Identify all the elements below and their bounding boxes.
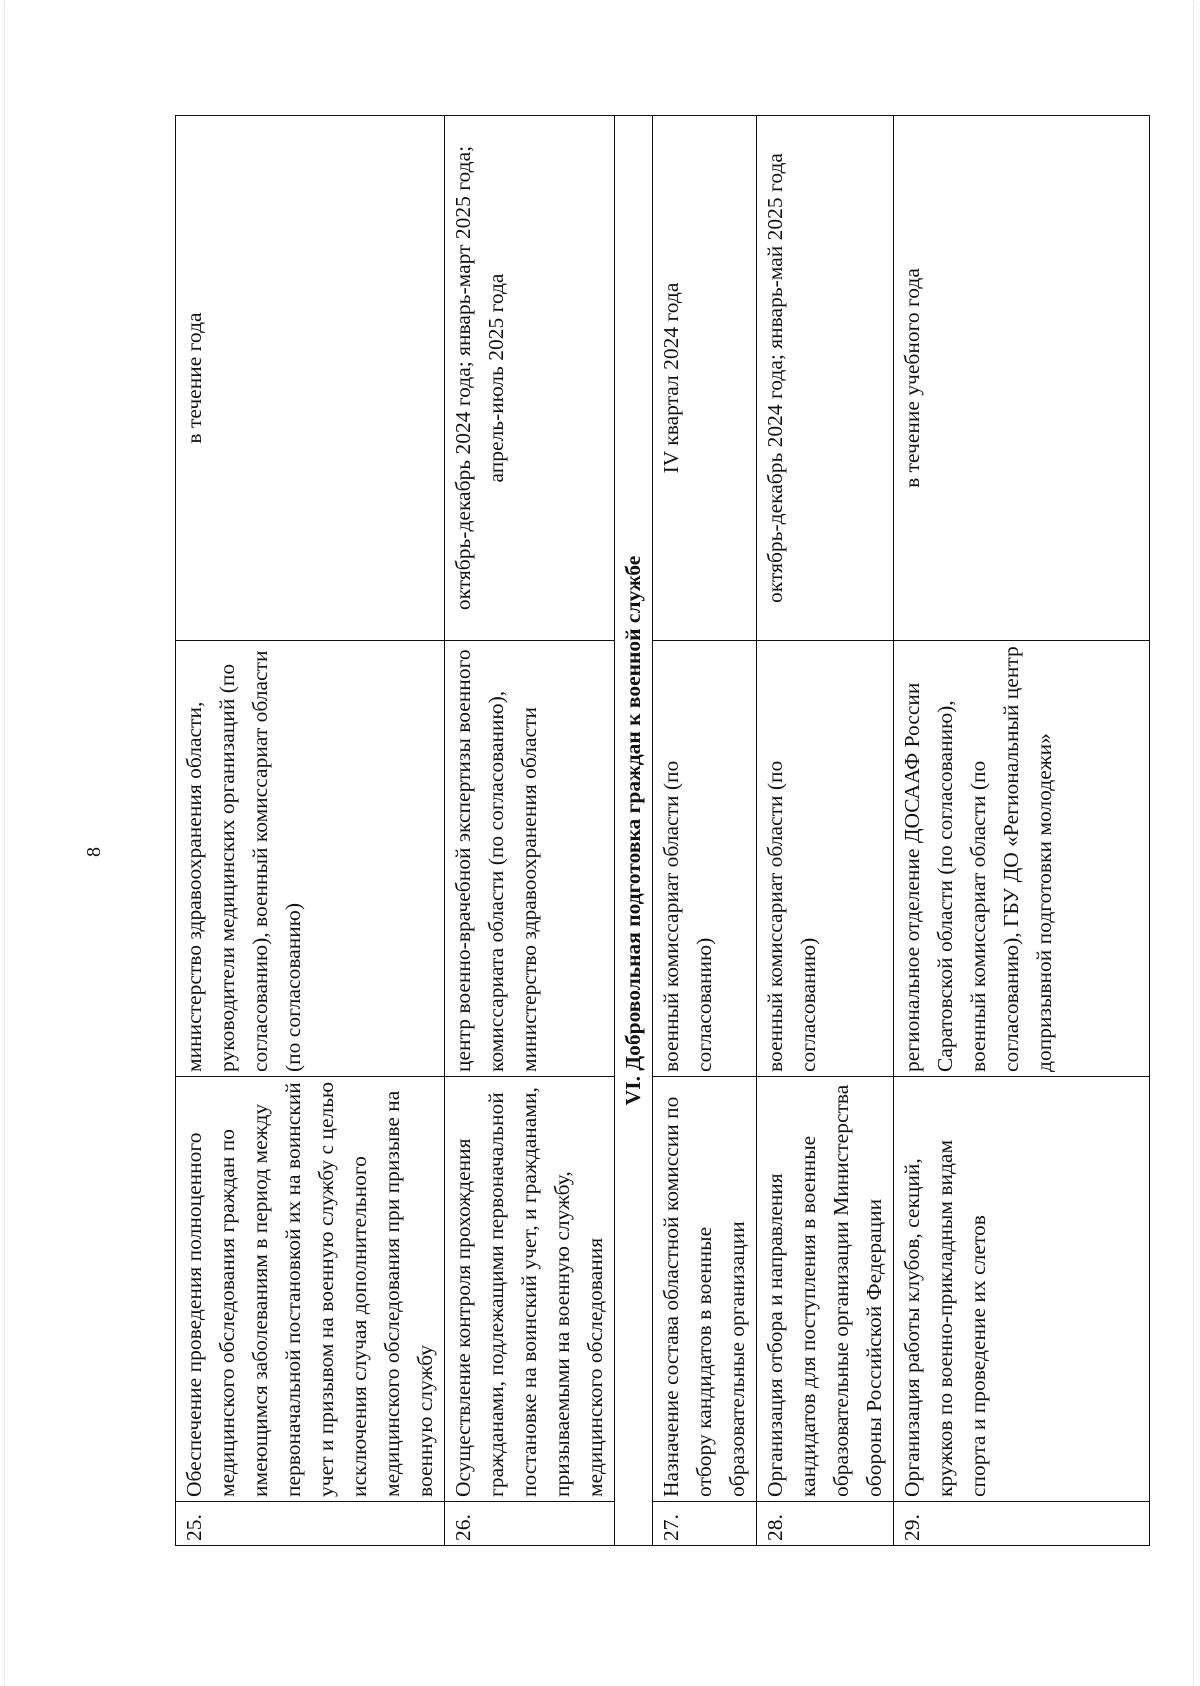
- table-row: [894, 116, 1150, 1546]
- plan-table: [175, 115, 1150, 1546]
- row-number: 29.: [894, 1502, 1150, 1546]
- executors-cell: военный комиссариат области (по согласованию): [653, 641, 757, 1077]
- table-row: [176, 116, 445, 1546]
- section-row: [615, 116, 653, 1546]
- executors-cell: военный комиссариат области (по согласованию): [757, 641, 894, 1077]
- section-title: VI. Добровольная подготовка граждан к военной службе: [615, 116, 653, 1546]
- activity-cell: Обеспечение проведения полноценного медицинского обследования граждан по имеющимся заболеваниям в период между первоначальной постановкой их на воинский учет и призывом на военную службу с целью исключения случая дополнительного медицинского обследования при призыве на военную службу: [176, 1077, 445, 1502]
- activity-cell: Организация работы клубов, секций, кружков по военно-прикладным видам спорта и проведение их слетов: [894, 1077, 1150, 1502]
- term-cell: октябрь-декабрь 2024 года; январь-март 2025 года; апрель-июль 2025 года: [445, 116, 615, 641]
- page-number: 8: [83, 847, 105, 857]
- row-number: 27.: [653, 1502, 757, 1546]
- scan-edge-left: [4, 0, 7, 1686]
- activity-cell: Организация отбора и направления кандидатов для поступления в военные образовательные организации Министерства обороны Российской Федерации: [757, 1077, 894, 1502]
- term-cell: в течение года: [176, 116, 445, 641]
- rotated-content: [175, 116, 1095, 1546]
- activity-cell: Осуществление контроля прохождения гражданами, подлежащими первоначальной постановке на воинский учет, и гражданами, призываемыми на военную службу, медицинского обследования: [445, 1077, 615, 1502]
- row-number: 25.: [176, 1502, 445, 1546]
- executors-cell: региональное отделение ДОСААФ России Саратовской области (по согласованию), военный комиссариат области (по согласованию), ГБУ ДО «Региональный центр допризывной подготовки молодежи»: [894, 641, 1150, 1077]
- activity-cell: Назначение состава областной комиссии по отбору кандидатов в военные образовательные организации: [653, 1077, 757, 1502]
- table-row: [445, 116, 615, 1546]
- executors-cell: министерство здравоохранения области, руководители медицинских организаций (по согласованию), военный комиссариат области (по согласованию): [176, 641, 445, 1077]
- term-cell: IV квартал 2024 года: [653, 116, 757, 641]
- row-number: 26.: [445, 1502, 615, 1546]
- term-cell: октябрь-декабрь 2024 года; январь-май 2025 года: [757, 116, 894, 641]
- table-row: [757, 116, 894, 1546]
- row-number: 28.: [757, 1502, 894, 1546]
- table-row: [653, 116, 757, 1546]
- term-cell: в течение учебного года: [894, 116, 1150, 641]
- executors-cell: центр военно-врачебной экспертизы военного комиссариата области (по согласованию), министерство здравоохранения области: [445, 641, 615, 1077]
- scan-edge-right: [1193, 0, 1196, 1686]
